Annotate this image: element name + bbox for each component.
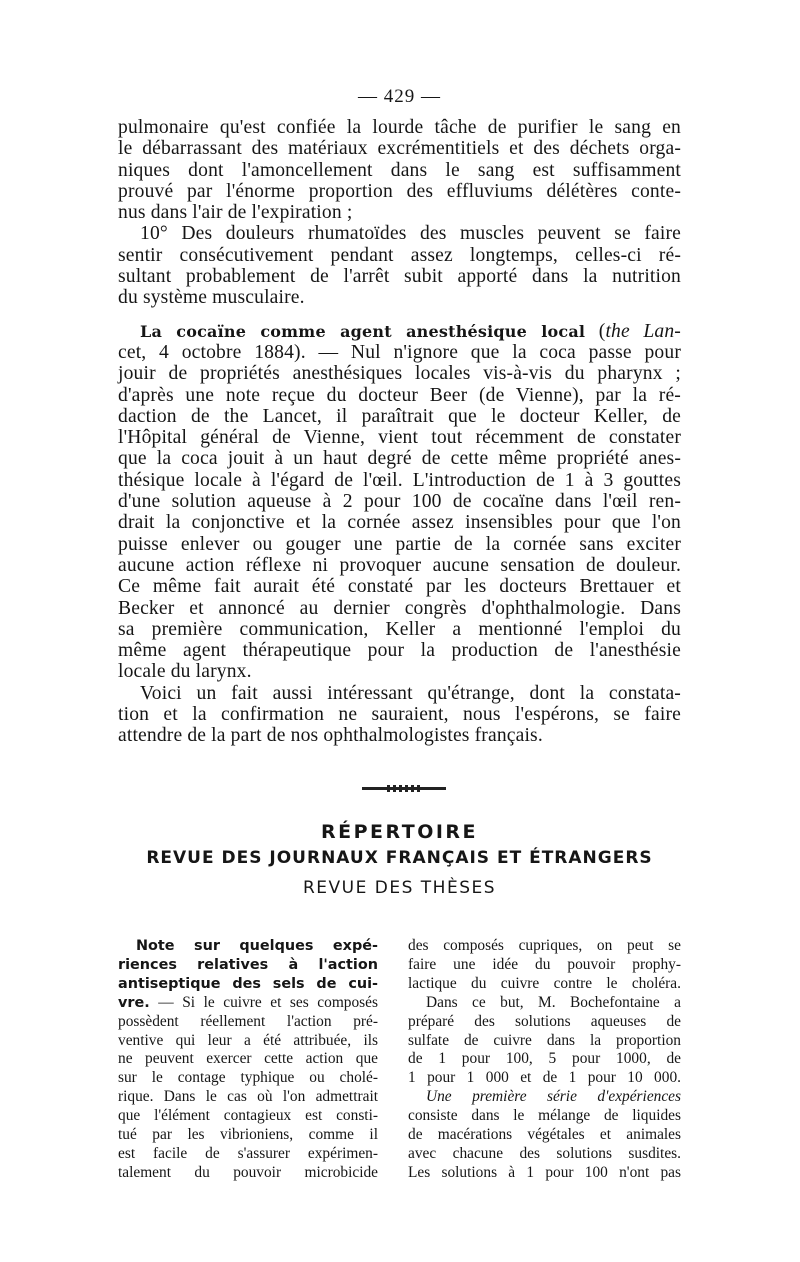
paragraph-closing xyxy=(118,683,681,747)
text-line: drait la conjonctive et la cornée assez insensibles pour que l'on xyxy=(118,512,681,534)
article-title-line: antiseptique des sels de cui- xyxy=(118,975,378,992)
text-line: que la coca jouit à un haut degré de cette même propriété anes- xyxy=(118,448,681,470)
text-line: niques dont l'amoncellement dans le sang est suffisamment xyxy=(118,159,681,181)
text-line xyxy=(118,937,378,956)
source-journal: the Lan- xyxy=(605,320,681,342)
article-title-line: Note sur quelques expé- xyxy=(136,938,378,954)
text-line xyxy=(408,1088,681,1107)
paragraph-rhumatoid xyxy=(118,223,681,308)
text-line: Voici un fait aussi intéressant qu'étrange, dont la constata- xyxy=(140,682,681,704)
text-line: puisse enlever ou gouger une partie de la cornée sans exciter xyxy=(118,533,681,555)
text-line: Les solutions à 1 pour 100 n'ont pas xyxy=(408,1163,681,1181)
text-line: sentir consécutivement pendant assez longtemps, celles-ci ré- xyxy=(118,244,681,266)
left-column xyxy=(118,937,378,1183)
text-line: 1 pour 1 000 et de 1 pour 10 000. xyxy=(408,1069,681,1087)
article-cocaine xyxy=(118,321,681,683)
text-line: 10° Des douleurs rhumatoïdes des muscles peuvent se faire xyxy=(140,223,681,245)
text-line: jouir de propriétés anesthésiques locales vis-à-vis du pharynx ; xyxy=(118,363,681,385)
article-title-line: vre. xyxy=(118,994,150,1011)
text-line: du système musculaire. xyxy=(118,287,305,309)
text-line: consiste dans le mélange de liquides xyxy=(408,1107,681,1125)
text-line: Becker et annoncé au dernier congrès d'ophthalmologie. Dans xyxy=(118,597,681,619)
text-line: ventive qui leur a été attribuée, ils xyxy=(118,1031,378,1049)
text-line: sur le contage typhique ou cholé- xyxy=(118,1069,378,1087)
text-line: prouvé par l'énorme proportion des effluviums délétères conte- xyxy=(118,180,681,202)
text-line: faire une idée du pouvoir prophy- xyxy=(408,955,681,973)
text-line: de macérations végétales et animales xyxy=(408,1126,681,1144)
text-line xyxy=(118,975,378,994)
text-line: thésique locale à l'égard de l'œil. L'introduction de 1 à 3 gouttes xyxy=(118,469,681,491)
text-line: Ce même fait aurait été constaté par les docteurs Brettauer et xyxy=(118,576,681,598)
book-page xyxy=(118,0,681,1262)
article-title: La cocaïne comme agent anesthésique local xyxy=(140,321,586,341)
text-line: sultant probablement de l'arrêt subit apporté dans la nutrition xyxy=(118,266,681,288)
text-line: lactique du cuivre contre le choléra. xyxy=(408,974,681,992)
text-line: sa première communication, Keller a mentionné l'emploi du xyxy=(118,618,681,640)
text-line: d'une solution aqueuse à 2 pour 100 de cocaïne dans l'œil ren- xyxy=(118,491,681,513)
text-line: pulmonaire qu'est confiée la lourde tâche de purifier le sang en xyxy=(118,117,681,138)
text-line: locale du larynx. xyxy=(118,661,252,683)
right-column xyxy=(408,937,681,1183)
text-line: de 1 pour 100, 5 pour 1000, de xyxy=(408,1050,681,1068)
article-title-line: riences relatives à l'action xyxy=(118,956,378,973)
text-line: tion et la confirmation ne sauraient, nous l'espérons, se faire xyxy=(118,704,681,726)
text-line: nus dans l'air de l'expiration ; xyxy=(118,202,353,224)
text-line: La cocaïne comme agent anesthésique local (the Lan- xyxy=(140,320,681,342)
text-line: aucune action réflexe ni provoquer aucune sensation de douleur. xyxy=(118,554,681,576)
text-line: d'après une note reçue du docteur Beer (de Vienne), par la ré- xyxy=(118,384,681,406)
text-line: Dans ce but, M. Bochefontaine a xyxy=(426,993,681,1011)
text-line: cet, 4 octobre 1884). — Nul n'ignore que la coca passe pour xyxy=(118,341,681,363)
text-line: le débarrassant des matériaux excrémentitiels et des déchets orga- xyxy=(118,138,681,160)
text-line: l'Hôpital général de Vienne, vient tout récemment de constater xyxy=(118,427,681,449)
text-line: rique. Dans le cas où l'on admettrait xyxy=(118,1088,378,1106)
text-line: sulfate de cuivre dans la proportion xyxy=(408,1031,681,1049)
text-line: ne peuvent exercer cette action que xyxy=(118,1050,378,1068)
text-line xyxy=(118,994,378,1013)
italic-lead: Une première série d'expériences xyxy=(426,1088,681,1106)
main-text xyxy=(118,117,681,747)
text-line: possèdent réellement l'action pré- xyxy=(118,1012,378,1030)
text-line: même agent thérapeutique pour la production de l'anesthésie xyxy=(118,640,681,662)
text-span: — Si le cuivre et ses composés xyxy=(158,993,378,1011)
text-line: avec chacune des solutions susdites. xyxy=(408,1144,681,1162)
text-line: est facile de s'assurer expérimen- xyxy=(118,1144,378,1162)
text-line: attendre de la part de nos ophthalmologistes français. xyxy=(118,725,543,747)
text-line: que l'élément contagieux est consti- xyxy=(118,1107,378,1125)
text-line: daction de the Lancet, il paraîtrait que le docteur Keller, de xyxy=(118,405,681,427)
section-heading-revue-journaux: REVUE DES JOURNAUX FRANÇAIS ET ÉTRANGERS xyxy=(146,848,653,868)
text-line: talement du pouvoir microbicide xyxy=(118,1163,378,1181)
page-number: — 429 — xyxy=(358,86,441,107)
text-line: des composés cupriques, on peut se xyxy=(408,937,681,954)
section-divider xyxy=(362,787,446,790)
section-heading-revue-theses: REVUE DES THÈSES xyxy=(302,878,497,898)
paragraph-purification xyxy=(118,117,681,223)
text-line: tué par les vibrioniens, comme il xyxy=(118,1126,378,1144)
text-line: préparé des solutions aqueuses de xyxy=(408,1012,681,1030)
text-line xyxy=(118,956,378,975)
section-heading-repertoire: RÉPERTOIRE xyxy=(320,821,479,843)
